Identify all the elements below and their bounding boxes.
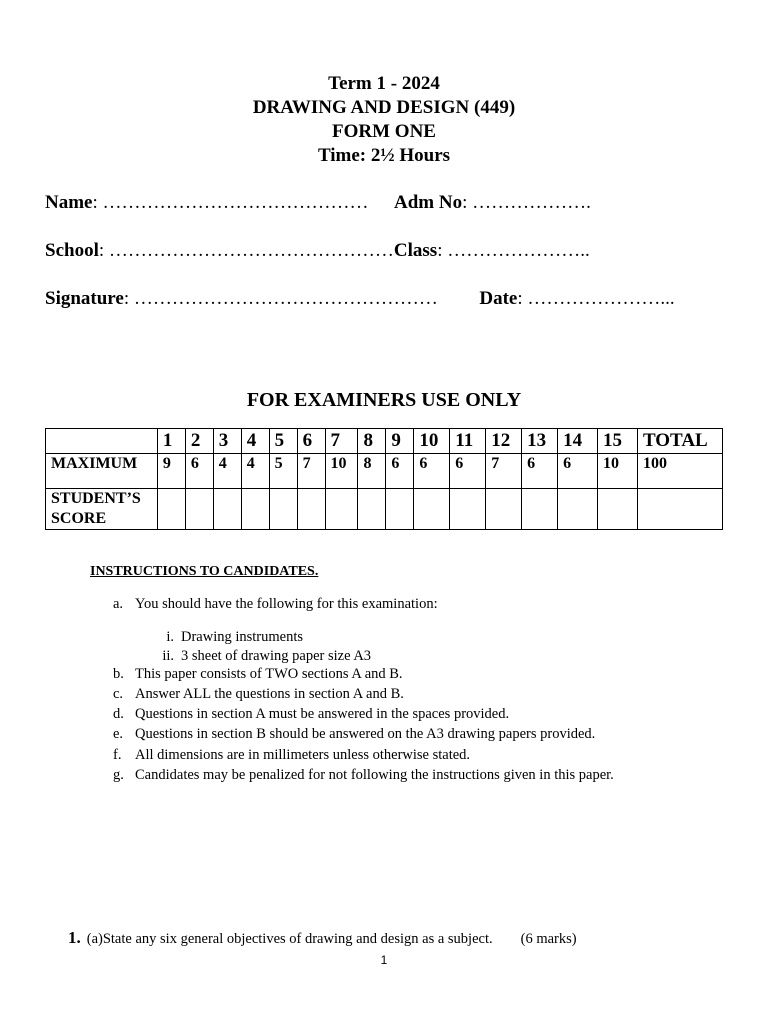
- question-text: (a)State any six general objectives of drawing and design as a subject.: [86, 931, 493, 947]
- instruction-subitem: [150, 629, 303, 646]
- score-cell[interactable]: [185, 489, 213, 530]
- header-cell: 15: [598, 429, 638, 454]
- maximum-cell: 6: [558, 454, 598, 489]
- exam-form: FORM ONE: [332, 121, 436, 142]
- score-cell[interactable]: [358, 489, 386, 530]
- maximum-row: [46, 454, 723, 489]
- instruction-item: [113, 666, 403, 683]
- maximum-cell: 10: [598, 454, 638, 489]
- instruction-item: [113, 686, 404, 703]
- header-cell: 7: [325, 429, 358, 454]
- date-label: Date: [479, 288, 518, 309]
- score-cell[interactable]: [522, 489, 558, 530]
- header-cell: 9: [386, 429, 414, 454]
- score-cell[interactable]: [297, 489, 325, 530]
- date-field[interactable]: : …………………...: [517, 288, 675, 309]
- question-1: [68, 928, 577, 948]
- subitem-marker: i.: [166, 629, 174, 645]
- maximum-cell: 4: [213, 454, 241, 489]
- instruction-marker: b.: [113, 666, 124, 682]
- score-cell[interactable]: [269, 489, 297, 530]
- instruction-marker: e.: [113, 726, 124, 742]
- maximum-cell: 10: [325, 454, 358, 489]
- signature-date-line: [45, 288, 675, 310]
- instruction-marker: d.: [113, 706, 124, 722]
- signature-field[interactable]: : …………………………………………: [123, 288, 438, 309]
- header-cell: TOTAL: [637, 429, 722, 454]
- class-field[interactable]: : …………………..: [437, 240, 590, 261]
- maximum-label: MAXIMUM: [46, 454, 158, 489]
- question-number: 1.: [68, 928, 81, 947]
- examiners-heading: FOR EXAMINERS USE ONLY: [246, 389, 522, 411]
- score-cell[interactable]: [598, 489, 638, 530]
- instruction-item: [113, 726, 595, 743]
- name-field[interactable]: : ……………………………………: [92, 192, 369, 213]
- maximum-cell: 7: [486, 454, 522, 489]
- instruction-subitem: [150, 648, 371, 665]
- header-cell: 1: [157, 429, 185, 454]
- subitem-text: 3 sheet of drawing paper size A3: [181, 648, 372, 664]
- student-score-label-line2: SCORE: [51, 510, 107, 527]
- instruction-text: This paper consists of TWO sections A and B.: [135, 666, 403, 682]
- student-score-row: [46, 489, 723, 530]
- instruction-text: Questions in section A must be answered in the spaces provided.: [135, 706, 510, 722]
- name-adm-line: [45, 192, 591, 214]
- maximum-cell: 7: [297, 454, 325, 489]
- score-cell[interactable]: [450, 489, 486, 530]
- header-cell: 3: [213, 429, 241, 454]
- header-cell: 2: [185, 429, 213, 454]
- instruction-text: Candidates may be penalized for not following the instructions given in this paper.: [135, 767, 614, 783]
- score-total-cell[interactable]: [637, 489, 722, 530]
- signature-label: Signature: [45, 288, 124, 309]
- header-cell: 12: [486, 429, 522, 454]
- score-cell[interactable]: [558, 489, 598, 530]
- header-cell: 8: [358, 429, 386, 454]
- maximum-cell: 5: [269, 454, 297, 489]
- score-cell[interactable]: [386, 489, 414, 530]
- instructions-title: INSTRUCTIONS TO CANDIDATES.: [90, 564, 319, 579]
- score-cell[interactable]: [414, 489, 450, 530]
- header-cell: 4: [241, 429, 269, 454]
- maximum-cell: 6: [450, 454, 486, 489]
- score-cell[interactable]: [325, 489, 358, 530]
- score-cell[interactable]: [157, 489, 185, 530]
- maximum-cell: 6: [414, 454, 450, 489]
- score-cell[interactable]: [213, 489, 241, 530]
- header-cell: 6: [297, 429, 325, 454]
- instruction-marker: c.: [113, 686, 124, 702]
- maximum-cell: 6: [185, 454, 213, 489]
- maximum-cell: 8: [358, 454, 386, 489]
- score-table-header-row: [46, 429, 723, 454]
- instruction-item: [113, 767, 614, 784]
- maximum-cell: 6: [522, 454, 558, 489]
- header-cell: 5: [269, 429, 297, 454]
- exam-time: Time: 2½ Hours: [317, 145, 451, 166]
- maximum-cell: 6: [386, 454, 414, 489]
- header-cell: 11: [450, 429, 486, 454]
- school-label: School: [45, 240, 99, 261]
- school-class-line: [45, 240, 590, 262]
- student-score-label-line1: STUDENT’S: [51, 490, 141, 507]
- maximum-cell: 4: [241, 454, 269, 489]
- header-cell: 13: [522, 429, 558, 454]
- maximum-total-cell: 100: [637, 454, 722, 489]
- question-marks: (6 marks): [520, 931, 577, 947]
- page-number: 1: [380, 953, 388, 967]
- instruction-text: All dimensions are in millimeters unless otherwise stated.: [135, 747, 471, 763]
- exam-header: [0, 72, 768, 168]
- subitem-marker: ii.: [162, 648, 174, 664]
- instruction-marker: f.: [113, 747, 122, 763]
- instruction-text: Answer ALL the questions in section A and B.: [135, 686, 404, 702]
- header-cell: 10: [414, 429, 450, 454]
- subitem-text: Drawing instruments: [181, 629, 304, 645]
- maximum-cell: 9: [157, 454, 185, 489]
- student-score-label: [46, 489, 158, 530]
- name-label: Name: [45, 192, 93, 213]
- instruction-text: Questions in section B should be answered on the A3 drawing papers provided.: [135, 726, 596, 742]
- header-cell: [46, 429, 158, 454]
- exam-subject: DRAWING AND DESIGN (449): [252, 97, 516, 118]
- instruction-marker: g.: [113, 767, 124, 783]
- instruction-item: [113, 747, 470, 764]
- score-cell[interactable]: [486, 489, 522, 530]
- exam-term: Term 1 - 2024: [328, 73, 440, 94]
- score-cell[interactable]: [241, 489, 269, 530]
- instruction-item: [113, 706, 509, 723]
- adm-label: Adm No: [394, 192, 463, 213]
- instruction-item: [113, 596, 438, 613]
- header-cell: 14: [558, 429, 598, 454]
- class-label: Class: [393, 240, 438, 261]
- score-table: [45, 428, 723, 530]
- school-field[interactable]: : ………………………………………: [98, 240, 394, 261]
- adm-field[interactable]: : ……………….: [462, 192, 591, 213]
- instruction-text: You should have the following for this examination:: [135, 596, 438, 612]
- instruction-marker: a.: [113, 596, 124, 612]
